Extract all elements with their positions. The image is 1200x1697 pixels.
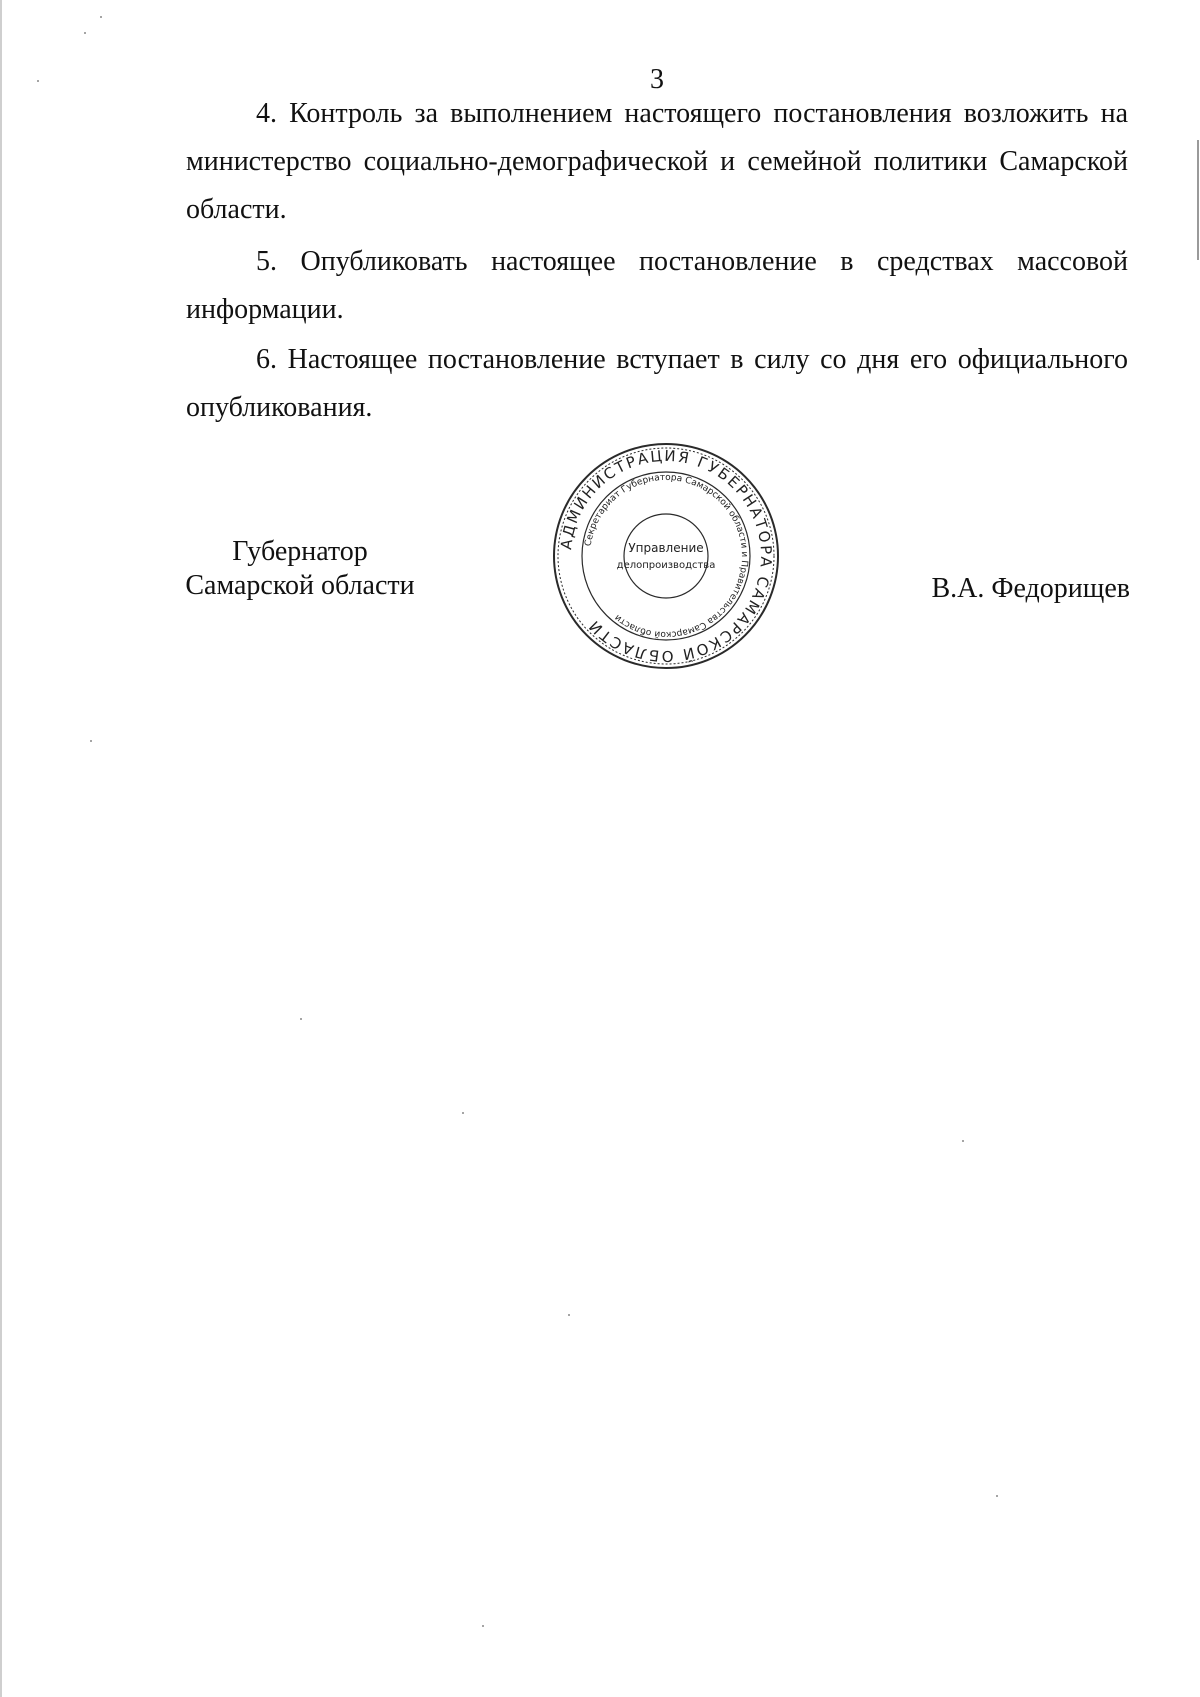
seal-inner-text: Секретариат Губернатора Самарской области и Правительства Самарской области <box>583 472 750 640</box>
scan-speck <box>568 1314 570 1316</box>
page-number: 3 <box>650 64 664 95</box>
scan-speck <box>37 80 39 82</box>
scan-speck <box>996 1495 998 1497</box>
scan-edge-right <box>1197 140 1199 260</box>
seal-outer-text: АДМИНИСТРАЦИЯ ГУБЕРНАТОРА САМАРСКОЙ ОБЛАСТИ <box>557 446 776 666</box>
signature-title-line-2: Самарской области <box>185 570 415 601</box>
scan-speck <box>482 1625 484 1627</box>
seal-center-line-2: делопроизводства <box>616 560 716 571</box>
scan-speck <box>100 16 102 18</box>
seal-center-border <box>624 514 708 598</box>
paragraph-4: 4. Контроль за выполнением настоящего постановления возложить на министерство социально-демографической и семейной политики Самарской области. <box>186 98 1128 225</box>
signature-title-line-1: Губернатор <box>232 536 368 567</box>
paragraph-6: 6. Настоящее постановление вступает в силу со дня его официального опубликования. <box>186 344 1128 423</box>
seal-inner-border <box>582 472 750 640</box>
signature-title <box>160 535 440 603</box>
signatory-name: В.А. Федорищев <box>931 573 1130 604</box>
scan-speck <box>962 1140 964 1142</box>
paragraph-5: 5. Опубликовать настоящее постановление в средствах массовой информации. <box>186 246 1128 325</box>
seal-center-line-1: Управление <box>628 541 704 555</box>
scan-speck <box>300 1018 302 1020</box>
scan-edge-left <box>0 0 2 1697</box>
scan-speck <box>462 1112 464 1114</box>
scan-speck <box>84 32 86 34</box>
scan-speck <box>90 740 92 742</box>
official-seal <box>550 440 782 672</box>
